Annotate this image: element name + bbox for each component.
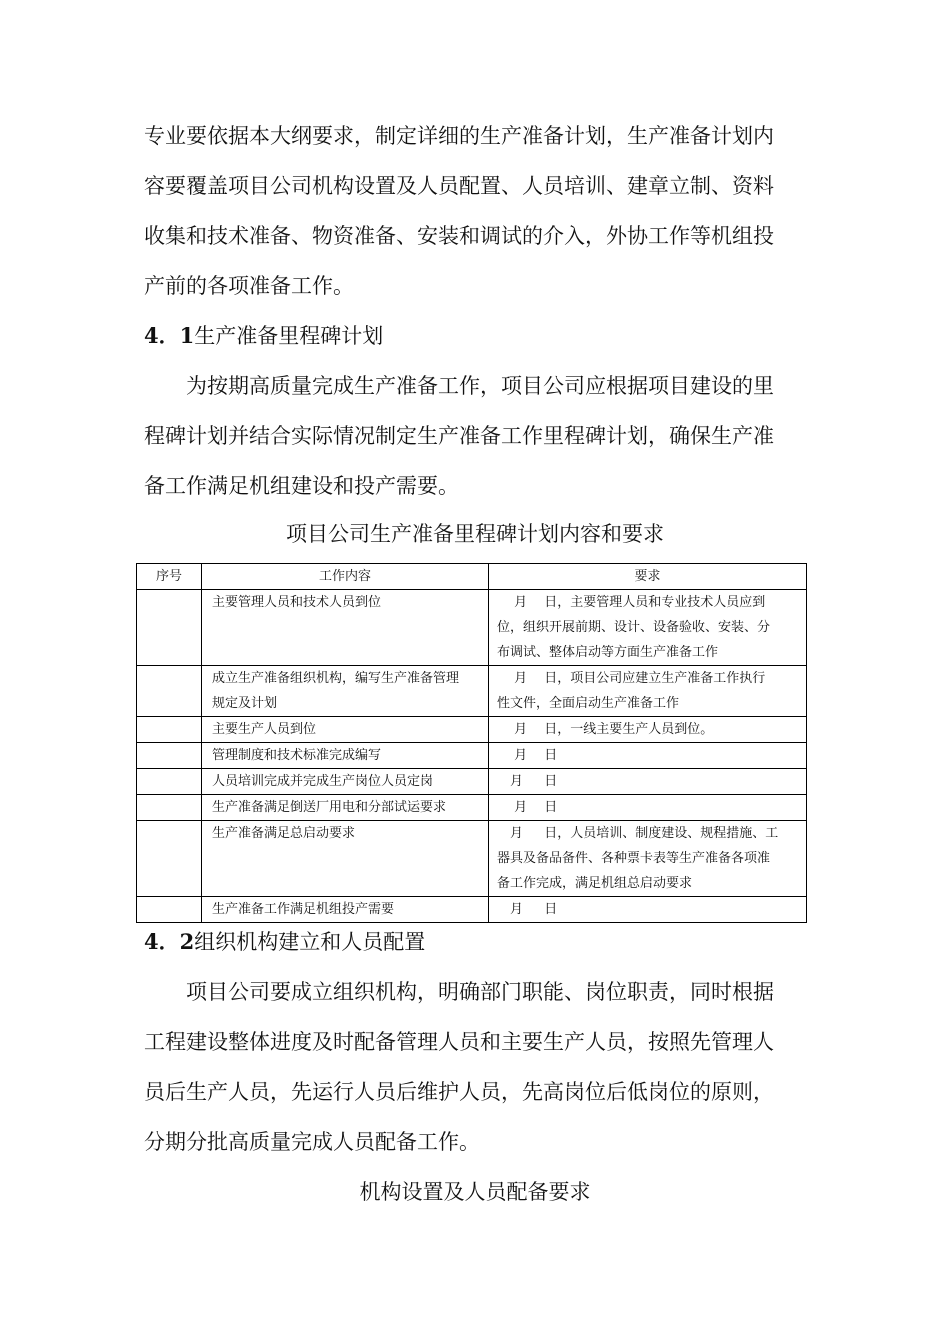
text-line: 工程建设整体进度及时配备管理人员和主要生产人员，按照先管理人 — [144, 1030, 774, 1054]
table-row — [137, 666, 807, 717]
cell-line: 月 日，项目公司应建立生产准备工作执行 — [497, 671, 766, 686]
cell-req — [489, 821, 807, 897]
cell-line: 主要管理人员和技术人员到位 — [212, 595, 382, 610]
cell-work — [202, 666, 489, 717]
section-4-2-heading — [144, 927, 425, 957]
table-row — [137, 897, 807, 923]
cell-no — [137, 769, 202, 795]
text-line: 产前的各项准备工作。 — [144, 274, 354, 298]
cell-line: 规定及计划 — [212, 696, 278, 711]
table-row — [137, 590, 807, 666]
table-row — [137, 743, 807, 769]
cell-line: 月 日 — [497, 800, 558, 815]
section-number: 4．2 — [144, 929, 195, 954]
text-line: 员后生产人员，先运行人员后维护人员，先高岗位后低岗位的原则， — [144, 1080, 774, 1104]
cell-line: 月 日 — [497, 748, 558, 763]
cell-no — [137, 821, 202, 897]
cell-line: 人员培训完成并完成生产岗位人员定岗 — [212, 774, 434, 789]
table-row — [137, 821, 807, 897]
cell-line: 成立生产准备组织机构，编写生产准备管理 — [212, 671, 460, 686]
header-req: 要求 — [489, 564, 807, 590]
cell-no — [137, 795, 202, 821]
text-line: 程碑计划并结合实际情况制定生产准备工作里程碑计划，确保生产准 — [144, 424, 774, 448]
bottom-caption: 机构设置及人员配备要求 — [359, 1180, 591, 1204]
intro-paragraph — [144, 111, 808, 311]
cell-work — [202, 590, 489, 666]
cell-line: 管理制度和技术标准完成编写 — [212, 748, 382, 763]
text-line: 收集和技术准备、物资准备、安装和调试的介入，外协工作等机组投 — [144, 224, 774, 248]
cell-line: 性文件，全面启动生产准备工作 — [497, 696, 680, 711]
cell-work — [202, 821, 489, 897]
cell-req — [489, 769, 807, 795]
section-4-1-heading — [144, 321, 383, 351]
table-row — [137, 717, 807, 743]
cell-req — [489, 897, 807, 923]
header-no: 序号 — [137, 564, 202, 590]
cell-line: 备工作完成，满足机组总启动要求 — [497, 876, 693, 891]
milestone-table — [136, 563, 807, 923]
text-line: 容要覆盖项目公司机构设置及人员配置、人员培训、建章立制、资料 — [144, 174, 774, 198]
table-caption: 项目公司生产准备里程碑计划内容和要求 — [286, 522, 664, 546]
section-number: 4．1 — [144, 323, 195, 348]
cell-no — [137, 743, 202, 769]
section-4-2-paragraph — [144, 967, 808, 1167]
cell-req — [489, 590, 807, 666]
cell-work — [202, 717, 489, 743]
cell-req — [489, 717, 807, 743]
cell-work — [202, 769, 489, 795]
cell-line: 生产准备满足总启动要求 — [212, 826, 356, 841]
text-line: 分期分批高质量完成人员配备工作。 — [144, 1130, 480, 1154]
cell-line: 生产准备工作满足机组投产需要 — [212, 902, 395, 917]
cell-no — [137, 897, 202, 923]
cell-line: 生产准备满足倒送厂用电和分部试运要求 — [212, 800, 447, 815]
cell-line: 月 日，主要管理人员和专业技术人员应到 — [497, 595, 766, 610]
cell-work — [202, 743, 489, 769]
section-title: 组织机构建立和人员配置 — [194, 930, 426, 954]
cell-work — [202, 897, 489, 923]
table-row — [137, 769, 807, 795]
text-line: 备工作满足机组建设和投产需要。 — [144, 474, 459, 498]
cell-line: 月 日，人员培训、制度建设、规程措施、工 — [497, 826, 779, 841]
cell-line: 主要生产人员到位 — [212, 722, 317, 737]
cell-work — [202, 795, 489, 821]
cell-req — [489, 743, 807, 769]
cell-req — [489, 795, 807, 821]
text-line: 项目公司要成立组织机构，明确部门职能、岗位职责，同时根据 — [144, 980, 774, 1004]
cell-no — [137, 590, 202, 666]
section-4-1-paragraph — [144, 361, 808, 511]
table-row — [137, 795, 807, 821]
text-line: 为按期高质量完成生产准备工作，项目公司应根据项目建设的里 — [144, 374, 774, 398]
text-line: 专业要依据本大纲要求，制定详细的生产准备计划，生产准备计划内 — [144, 124, 774, 148]
section-title: 生产准备里程碑计划 — [194, 324, 384, 348]
cell-line: 位，组织开展前期、设计、设备验收、安装、分 — [497, 620, 771, 635]
cell-line: 月 日 — [497, 902, 558, 917]
cell-line: 布调试、整体启动等方面生产准备工作 — [497, 645, 719, 660]
table-body — [137, 590, 807, 923]
header-work: 工作内容 — [202, 564, 489, 590]
cell-req — [489, 666, 807, 717]
cell-line: 月 日，一线主要生产人员到位。 — [497, 722, 714, 737]
cell-no — [137, 717, 202, 743]
cell-line: 器具及备品备件、各种票卡表等生产准备各项准 — [497, 851, 771, 866]
cell-no — [137, 666, 202, 717]
cell-line: 月 日 — [497, 774, 558, 789]
table-header-row — [137, 564, 807, 590]
